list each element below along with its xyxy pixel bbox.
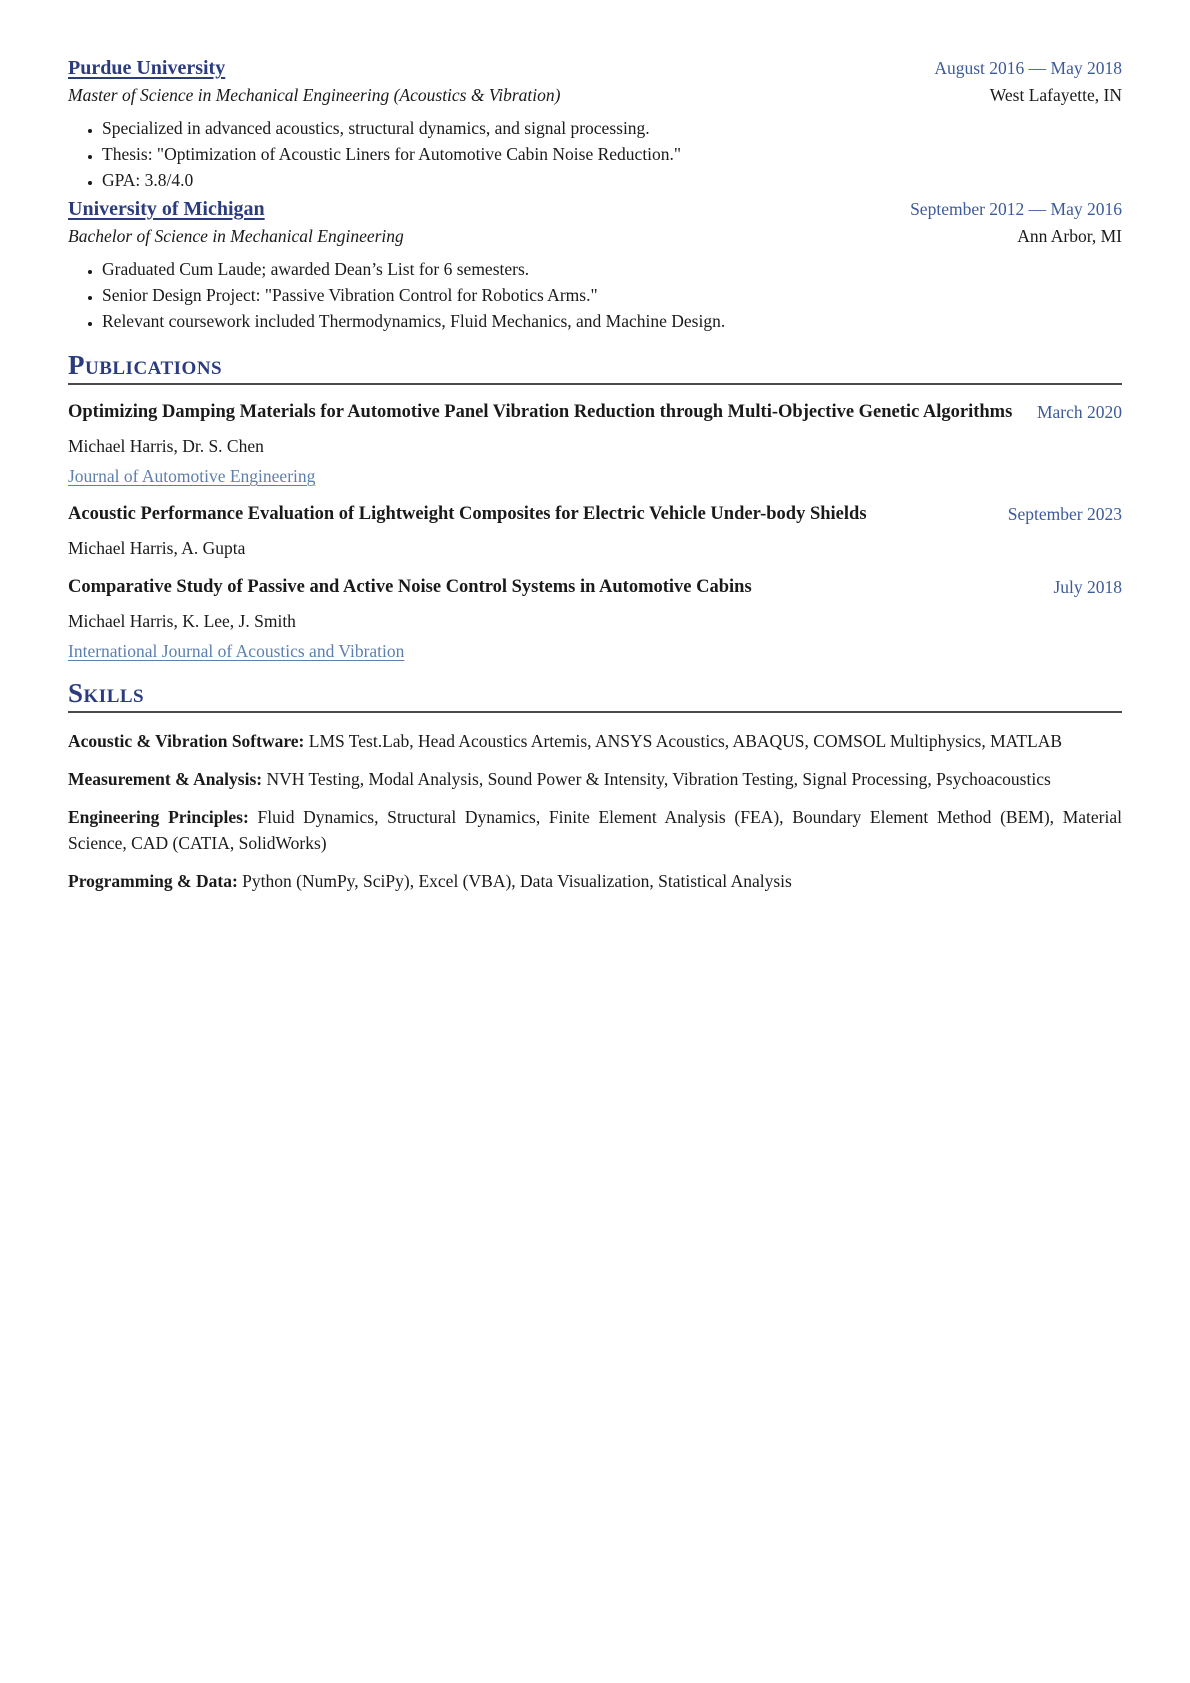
publication-date: March 2020 [1036,402,1122,423]
institution-link[interactable]: University of Michigan [68,198,265,220]
bullet-item: • Senior Design Project: "Passive Vibration Control for Robotics Arms." [102,282,1122,308]
education-bullet-list [68,115,1122,193]
publication-date: September 2023 [1007,504,1122,525]
publication-authors: Michael Harris, K. Lee, J. Smith [68,611,296,632]
institution-link[interactable]: Purdue University [68,57,226,79]
publication-entry [68,501,1122,560]
education-date-range: September 2012 — May 2016 [910,199,1122,219]
bullet-item: • Relevant coursework included Thermodynamics, Fluid Mechanics, and Machine Design. [102,308,1122,334]
skill-category-text: Fluid Dynamics, Structural Dynamics, Finite Element Analysis (FEA), Boundary Element Method (BEM), Material Science, CAD (CATIA, SolidWorks) [68,807,1123,854]
education-entry-subheader [68,226,1122,247]
skill-category-label: Acoustic & Vibration Software: [68,731,305,752]
education-entry [68,198,1122,334]
publication-authors: Michael Harris, A. Gupta [68,538,246,559]
section-heading-skills: Skills [68,678,1122,713]
publication-title-row [68,574,1122,600]
education-bullet-list [68,256,1122,334]
education-location: Ann Arbor, MI [1017,226,1122,246]
publications-section [68,350,1122,662]
publication-date: July 2018 [1053,577,1122,598]
skill-category [68,766,1122,792]
publication-venue-link[interactable]: International Journal of Acoustics and Vibration [68,641,405,662]
publication-authors: Michael Harris, Dr. S. Chen [68,436,264,457]
publication-title: Comparative Study of Passive and Active Noise Control Systems in Automotive Cabins [68,577,752,598]
publication-venue-row [68,633,1122,662]
bullet-item: • Specialized in advanced acoustics, structural dynamics, and signal processing. [102,115,1122,141]
education-section [68,57,1122,334]
skill-category-label: Programming & Data: [68,871,238,892]
publication-venue-row [68,458,1122,487]
education-entry-header [68,57,1122,80]
skill-category-label: Engineering Principles: [68,807,249,828]
bullet-item: • GPA: 3.8/4.0 [102,167,1122,193]
skill-category-text: NVH Testing, Modal Analysis, Sound Power & Intensity, Vibration Testing, Signal Processing, Psychoacoustics [266,769,1051,790]
skill-category [68,868,1122,894]
publication-entry [68,399,1122,487]
degree-title: Master of Science in Mechanical Engineering (Acoustics & Vibration) [68,85,561,105]
section-heading-publications: Publications [68,350,1122,385]
publication-title: Acoustic Performance Evaluation of Lightweight Composites for Electric Vehicle Under-body Shields [68,504,867,525]
education-entry-header [68,198,1122,221]
bullet-item: • Graduated Cum Laude; awarded Dean’s List for 6 semesters. [102,256,1122,282]
publication-venue-link[interactable]: Journal of Automotive Engineering [68,466,316,487]
skill-category [68,728,1122,754]
publication-title: Optimizing Damping Materials for Automotive Panel Vibration Reduction through Multi-Objective Genetic Algorithms [68,402,1013,423]
degree-title: Bachelor of Science in Mechanical Engineering [68,226,404,246]
publication-title-row [68,501,1122,527]
skills-section [68,678,1122,894]
publication-entry [68,574,1122,662]
skill-category [68,804,1122,856]
publication-title-row [68,399,1122,425]
education-entry [68,57,1122,193]
bullet-item: • Thesis: "Optimization of Acoustic Liners for Automotive Cabin Noise Reduction." [102,141,1122,167]
education-location: West Lafayette, IN [989,85,1122,105]
education-date-range: August 2016 — May 2018 [934,58,1122,78]
skill-category-label: Measurement & Analysis: [68,769,263,790]
skill-category-text: Python (NumPy, SciPy), Excel (VBA), Data Visualization, Statistical Analysis [242,871,792,892]
skill-category-text: LMS Test.Lab, Head Acoustics Artemis, ANSYS Acoustics, ABAQUS, COMSOL Multiphysics, MATLAB [308,731,1063,752]
education-entry-subheader [68,85,1122,106]
